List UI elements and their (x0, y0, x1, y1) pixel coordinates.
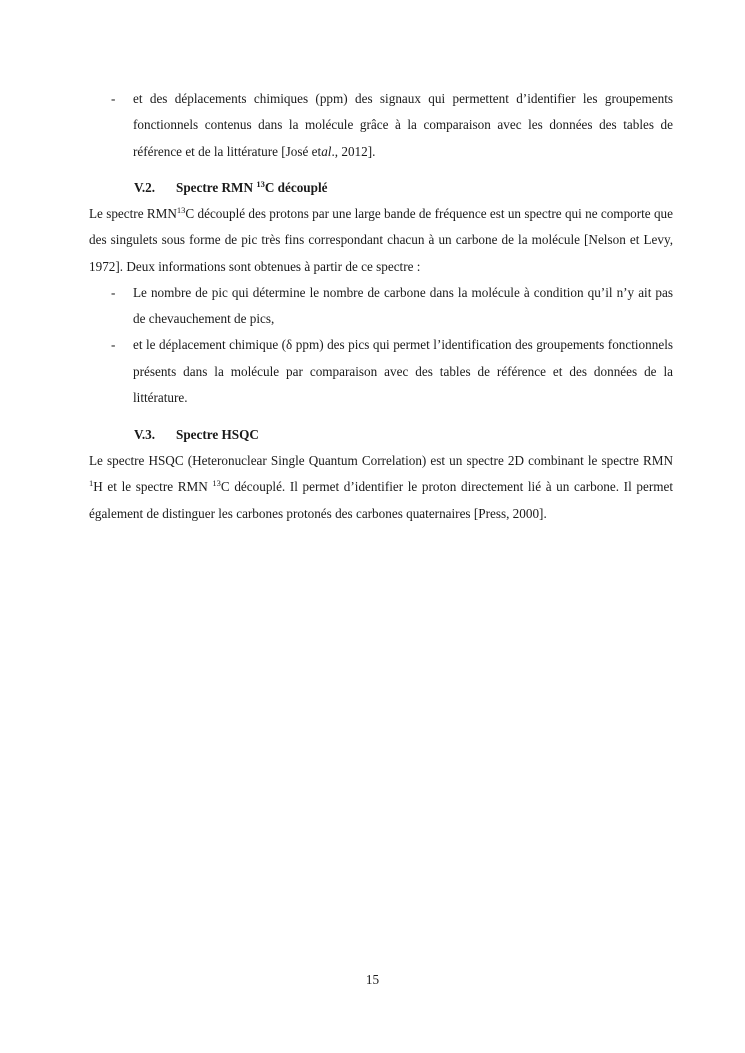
section-number: V.2. (134, 180, 156, 195)
bullet-text: et le déplacement chimique (δ ppm) des pics qui permet l’identification des groupements fonctionnels présents dans la molécule par comparaison avec des tables de référence et des données de la littérature. (133, 337, 673, 406)
bullet-dash: - (111, 284, 116, 300)
list-item (89, 332, 673, 411)
bullet-dash: - (111, 91, 116, 106)
section-v2-body (89, 201, 673, 411)
list-item (89, 280, 673, 333)
paragraph: Le spectre RMN$^{13}$C découplé des protons par une large bande de fréquence est un spectre qui ne comporte que des singulets sous forme de pic très fins correspondant chacun à un carbone de la molécule [Nelson et Levy, 1972]. Deux informations sont obtenues à partir de ce spectre : (89, 205, 674, 274)
section-number: V.3. (134, 427, 156, 442)
section-heading-v3 (134, 425, 259, 445)
section-title: Spectre RMN $^{13}$C découplé (176, 179, 328, 195)
section-title: Spectre HSQC (176, 427, 259, 442)
section-v3-body (89, 448, 673, 527)
section-heading-v2 (134, 178, 327, 198)
bullet-list-top (89, 86, 673, 165)
bullet-text: et des déplacements chimiques (ppm) des signaux qui permettent d’identifier les groupements fonctionnels contenus dans la molécule grâce à la comparaison avec les données des tables de référence et de la littérature [José etal., 2012]. (133, 91, 673, 159)
bullet-text: Le nombre de pic qui détermine le nombre de carbone dans la molécule à condition qu’il n’y ait pas de chevauchement de pics, (133, 284, 673, 327)
page-number: 15 (365, 972, 380, 987)
list-item (89, 86, 673, 165)
paragraph: Le spectre HSQC (Heteronuclear Single Quantum Correlation) est un spectre 2D combinant le spectre RMN $^1$H et le spectre RMN $^{13}$C découplé. Il permet d’identifier le proton directement lié à un carbone. Il permet également de distinguer les carbones protonés des carbones quaternaires [Press, 2000]. (89, 453, 673, 521)
bullet-dash: - (111, 337, 116, 353)
